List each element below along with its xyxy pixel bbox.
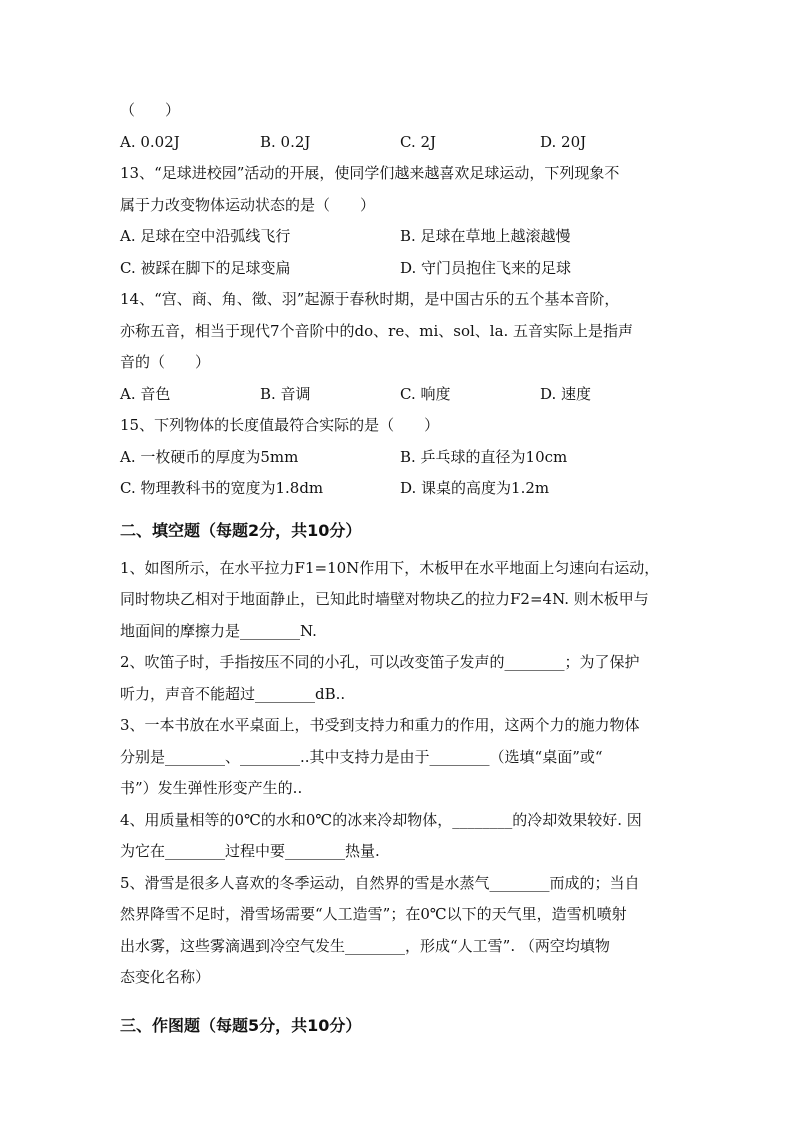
s2-q1-line-2: 同时物块乙相对于地面静止，已知此时墙壁对物块乙的拉力F2=4N. 则木板甲与: [120, 590, 649, 608]
q14-option-d: D. 速度: [540, 384, 592, 403]
exam-page: [120, 95, 680, 1048]
q13-options-row-2: [120, 253, 680, 285]
s2-q3-line-3: 书”）发生弹性形变产生的..: [120, 779, 303, 797]
s2-q5-line-3: 出水雾，这些雾滴遇到冷空气发生________，形成“人工雪”. （两空均填物: [120, 936, 610, 955]
q15-option-a: A. 一枚硬币的厚度为5mm: [120, 447, 299, 466]
s2-q1-line-1: 1、如图所示，在水平拉力F1=10N作用下，木板甲在水平地面上匀速向右运动，: [120, 558, 660, 577]
q13-option-c: C. 被踩在脚下的足球变扁: [120, 258, 291, 277]
q13-option-b: B. 足球在草地上越滚越慢: [400, 227, 571, 245]
q12-option-b: B. 0.2J: [260, 132, 311, 151]
s2-q5-line-2: 然界降雪不足时，滑雪场需要“人工造雪”；在0℃以下的天气里，造雪机喷射: [120, 905, 627, 923]
s2-q4-line-2: 为它在________过程中要________热量.: [120, 842, 380, 860]
q13-line-2: 属于力改变物体运动状态的是（ ）: [120, 195, 376, 214]
q12-tail: （ ）: [120, 101, 181, 119]
q12-options: [120, 127, 680, 159]
s2-q5-line-4: 态变化名称）: [120, 968, 211, 986]
q12-option-d: D. 20J: [540, 132, 587, 151]
q13-options-row-1: [120, 221, 680, 253]
section-3-title: 三、作图题（每题5分，共10分）: [120, 1015, 362, 1035]
q14-line-3: 音的（ ）: [120, 353, 211, 371]
q12-option-c: C. 2J: [400, 132, 437, 151]
q15-options-row-1: [120, 442, 680, 474]
q14-option-a: A. 音色: [120, 384, 171, 403]
q14-option-c: C. 响度: [400, 384, 451, 403]
q15-options-row-2: [120, 473, 680, 505]
q15-option-b: B. 乒乓球的直径为10cm: [400, 447, 568, 466]
section-2-title: 二、填空题（每题2分，共10分）: [120, 520, 362, 540]
q14-option-b: B. 音调: [260, 384, 311, 403]
s2-q5-line-1: 5、滑雪是很多人喜欢的冬季运动，自然界的雪是水蒸气________而成的；当自: [120, 873, 640, 892]
q15-option-c: C. 物理教科书的宽度为1.8dm: [120, 479, 324, 497]
q13-line-1: 13、“足球进校园”活动的开展，使同学们越来越喜欢足球运动，下列现象不: [120, 164, 620, 182]
s2-q2-line-2: 听力，声音不能超过________dB..: [120, 684, 346, 703]
s2-q1-line-3: 地面间的摩擦力是________N.: [120, 621, 317, 640]
q12-option-a: A. 0.02J: [120, 132, 180, 151]
q14-line-1: 14、“宫、商、角、徵、羽”起源于春秋时期，是中国古乐的五个基本音阶，: [120, 290, 620, 308]
q14-line-2: 亦称五音，相当于现代7个音阶中的do、re、mi、sol、la. 五音实际上是指声: [120, 321, 634, 340]
q14-options: [120, 379, 680, 411]
s2-q4-line-1: 4、用质量相等的0℃的水和0℃的冰来冷却物体，________的冷却效果较好. 因: [120, 810, 642, 829]
q13-option-d: D. 守门员抱住飞来的足球: [400, 258, 572, 277]
q13-option-a: A. 足球在空中沿弧线飞行: [120, 227, 291, 245]
s2-q3-line-2: 分别是________、________..其中支持力是由于________（选填“桌面”或“: [120, 747, 603, 766]
s2-q3-line-1: 3、一本书放在水平桌面上，书受到支持力和重力的作用，这两个力的施力物体: [120, 716, 640, 734]
s2-q2-line-1: 2、吹笛子时，手指按压不同的小孔，可以改变笛子发声的________；为了保护: [120, 653, 640, 671]
q15-option-d: D. 课桌的高度为1.2m: [400, 479, 550, 497]
q15-line-1: 15、下列物体的长度值最符合实际的是（ ）: [120, 416, 440, 434]
